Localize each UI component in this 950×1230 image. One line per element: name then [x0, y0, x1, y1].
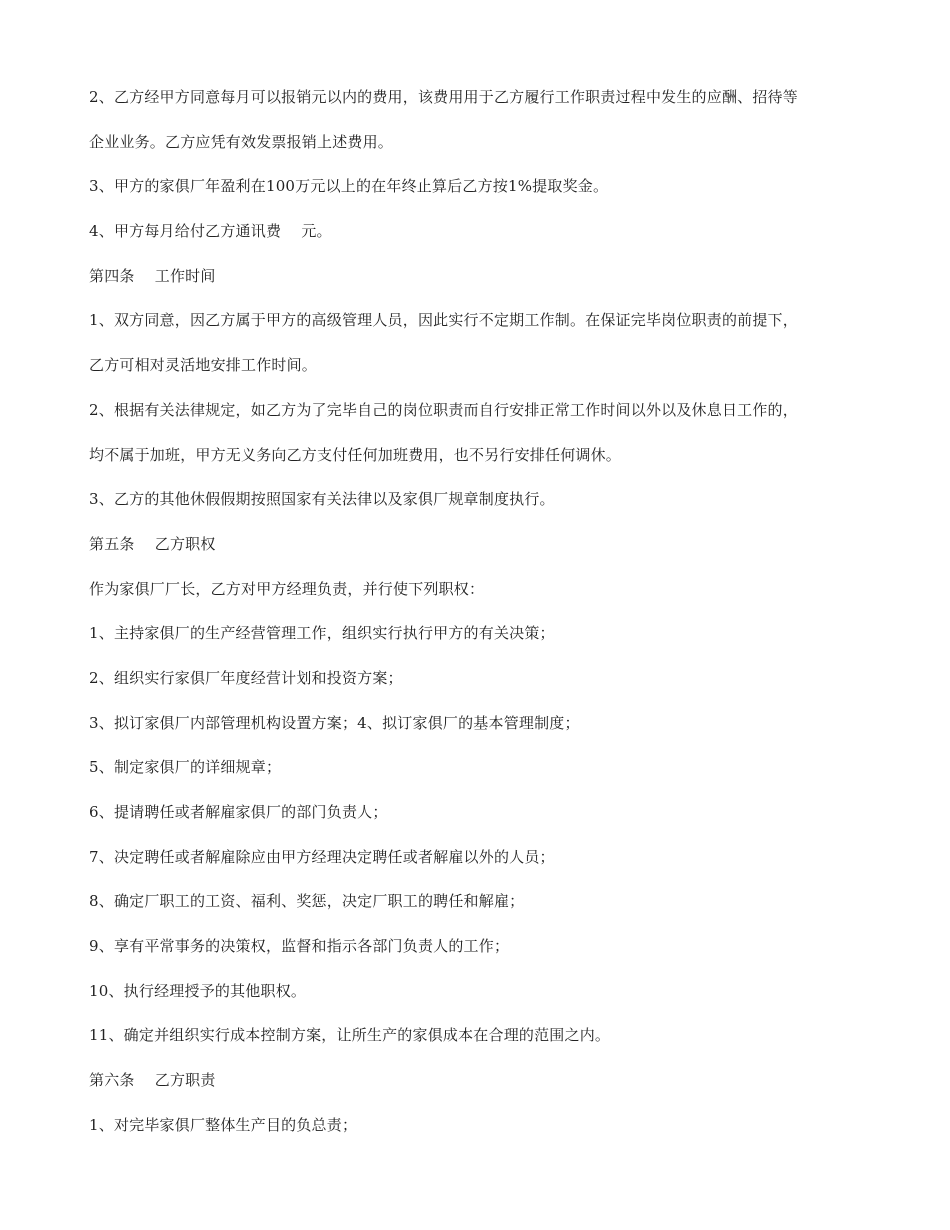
paragraph-line: 2、乙方经甲方同意每月可以报销元以内的费用，该费用用于乙方履行工作职责过程中发生的应酬、招待等 [89, 88, 798, 106]
list-item: 7、决定聘任或者解雇除应由甲方经理决定聘任或者解雇以外的人员； [89, 847, 555, 866]
list-item: 9、享有平常事务的决策权，监督和指示各部门负责人的工作； [89, 937, 510, 956]
list-item: 5、制定家俱厂的详细规章； [89, 758, 282, 777]
paragraph-line: 4、甲方每月给付乙方通讯费 元。 [89, 222, 332, 241]
paragraph-line: 3、甲方的家俱厂年盈利在100万元以上的在年终止算后乙方按1%提取奖金。 [89, 177, 609, 196]
section-heading: 第五条 乙方职权 [89, 534, 216, 553]
paragraph-line: 3、乙方的其他休假假期按照国家有关法律以及家俱厂规章制度执行。 [89, 490, 555, 509]
list-item: 3、拟订家俱厂内部管理机构设置方案；4、拟订家俱厂的基本管理制度； [89, 713, 580, 732]
list-item: 1、主持家俱厂的生产经营管理工作，组织实行执行甲方的有关决策； [89, 624, 555, 643]
list-item: 10、执行经理授予的其他职权。 [89, 981, 307, 1000]
paragraph-line: 均不属于加班，甲方无义务向乙方支付任何加班费用，也不另行安排任何调休。 [89, 445, 622, 464]
document-body [89, 82, 869, 1155]
list-item: 11、确定并组织实行成本控制方案，让所生产的家俱成本在合理的范围之内。 [89, 1026, 611, 1045]
list-item: 6、提请聘任或者解雇家俱厂的部门负责人； [89, 803, 388, 821]
paragraph-line: 企业业务。乙方应凭有效发票报销上述费用。 [89, 132, 394, 151]
section-heading: 第四条 工作时间 [89, 266, 216, 285]
paragraph-line: 乙方可相对灵活地安排工作时间。 [89, 356, 318, 375]
section-heading: 第六条 乙方职责 [89, 1071, 216, 1090]
paragraph-line: 2、根据有关法律规定，如乙方为了完毕自己的岗位职责而自行安排正常工作时间以外以及休息日工作的， [89, 400, 798, 419]
list-item: 2、组织实行家俱厂年度经营计划和投资方案； [89, 668, 403, 687]
paragraph-line: 1、双方同意，因乙方属于甲方的高级管理人员，因此实行不定期工作制。在保证完毕岗位职责的前提下， [89, 311, 798, 330]
list-item: 1、对完毕家俱厂整体生产目的负总责； [89, 1115, 358, 1134]
paragraph-line: 作为家俱厂厂长，乙方对甲方经理负责，并行使下列职权： [89, 579, 485, 598]
list-item: 8、确定厂职工的工资、福利、奖惩，决定厂职工的聘任和解雇； [89, 892, 525, 911]
